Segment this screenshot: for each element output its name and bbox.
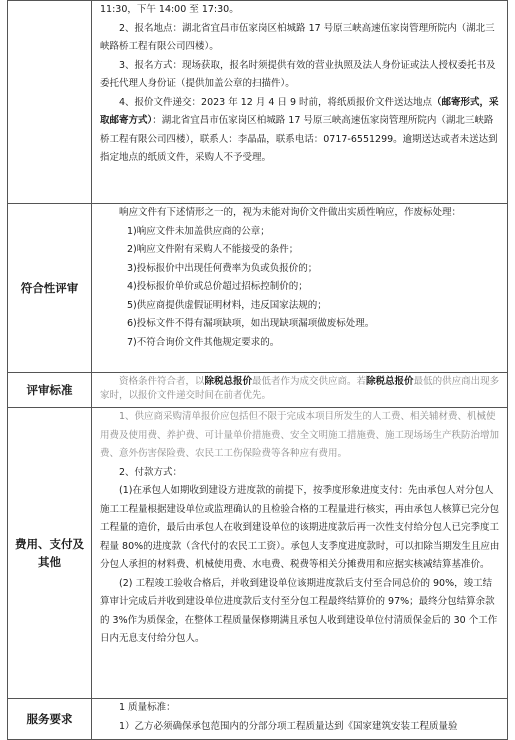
fees-label-line1: 费用、支付及 bbox=[15, 537, 84, 551]
payment-clause-1: (1)在承包人如期收到建设方进度款的前提下，按季度形象进度支付：先由承包人对分包人施工工程量根据建设单位或监理确认的且检验合格的工程量进行核实，再由承包人核算已完分包工程量的造价，最后由承包人在收到建设单位的该期进度款后再一次性支付给分包人已完季度工程量 80%的进度款（含代付的农民工工资）。承包人支季度进度款时，可以扣除当期发生且应由分包人承担的材料费、机械使用费、水电费、税费等相关分摊费用和应据实核减结算基准价。 bbox=[100, 485, 500, 570]
submission-text-a: 4、报价文件递交：2023 年 12 月 4 日 9 时前，将纸质报价文件送达地点 bbox=[119, 96, 433, 108]
payment-heading: 2、付款方式： bbox=[119, 466, 183, 478]
compliance-label: 符合性评审 bbox=[8, 204, 92, 373]
compliance-item: 1)响应文件未加盖供应商的公章； bbox=[127, 225, 270, 237]
quality-clause: 1）乙方必须确保承包范围内的分部分项工程质量达到《国家建筑安装工程质量验 bbox=[119, 720, 458, 732]
time-line: 11:30，下午 14:00 至 17:30。 bbox=[100, 4, 239, 15]
procurement-table bbox=[7, 0, 508, 740]
registration-method: 3、报名方式：现场获取，报名时须提供有效的营业执照及法人身份证或法人授权委托书及委托代理人身份证（提供加盖公章的扫描件）。 bbox=[100, 59, 496, 89]
compliance-item: 4)投标报价单价或总价超过招标控制价的； bbox=[127, 281, 308, 292]
fees-label-line2: 其他 bbox=[38, 555, 61, 569]
fees-row bbox=[8, 408, 508, 699]
submission-text-bold: （邮寄形式，采取邮寄方式） bbox=[100, 96, 499, 126]
standard-row bbox=[8, 373, 508, 408]
compliance-item: 5)供应商提供虚假证明材料，违反国家法规的； bbox=[127, 299, 327, 311]
standard-label: 评审标准 bbox=[8, 373, 92, 408]
payment-clause-2: (2) 工程竣工验收合格后，并收到建设单位该期进度款后支付至合同总价的 90%，竣工结算审计完成后并收到建设单位进度款后支付至分包工程最终结算价的 97%；最终分包结算余款的 3%作为质保金，在整体工程质量保修期满且承包人收到建设单位付清质保金后的 30 个工作日内无息支付给分包人。 bbox=[100, 577, 498, 644]
compliance-intro: 响应文件有下述情形之一的，视为未能对询价文件做出实质性响应，作废标处理： bbox=[119, 207, 462, 218]
quality-heading: 1 质量标准： bbox=[119, 702, 176, 713]
compliance-row bbox=[8, 204, 508, 373]
compliance-item: 2)响应文件附有采购人不能接受的条件； bbox=[127, 244, 299, 255]
submission-text-b: ：湖北省宜昌市伍家岗区柏城路 17 号原三峡高速伍家岗管理所院内（湖北三峡路桥工程有限公司四楼），联系人：李晶晶，联系电话：0717-6551299。逾期送达或者未送达到指定地点的纸质文件，采购人不予受理。 bbox=[100, 115, 498, 163]
standard-text-b: 最低者作为成交供应商。若 bbox=[252, 376, 367, 387]
registration-label-cell bbox=[8, 1, 92, 204]
compliance-item: 3)投标报价中出现任何费率为负或负报价的； bbox=[127, 262, 318, 274]
compliance-item: 7)不符合询价文件其他规定要求的。 bbox=[127, 336, 280, 348]
standard-text-bold2: 除税总报价 bbox=[366, 376, 414, 387]
service-content bbox=[92, 699, 508, 740]
standard-text-a: 资格条件符合者，以 bbox=[119, 376, 205, 387]
compliance-item: 6)投标文件不得有漏项缺项，如出现缺项漏项做废标处理。 bbox=[127, 318, 375, 329]
fees-content bbox=[92, 408, 508, 699]
standard-content bbox=[92, 373, 508, 408]
service-row bbox=[8, 699, 508, 740]
compliance-content bbox=[92, 204, 508, 373]
standard-text bbox=[100, 375, 501, 403]
fees-scope: 1、供应商采购清单报价应包括但不限于完成本项目所发生的人工费、相关辅材费、机械使用费及使用费、养护费、可计量单价措施费、安全文明施工措施费、施工现场场生产秩防治增加费、意外伤害保险费、农民工工伤保险费等各种应有费用。 bbox=[100, 411, 500, 459]
registration-row bbox=[8, 1, 508, 204]
registration-location: 2、报名地点：湖北省宜昌市伍家岗区柏城路 17 号原三峡高速伍家岗管理所院内（湖北三峡路桥工程有限公司四楼）。 bbox=[100, 22, 495, 52]
standard-text-bold1: 除税总报价 bbox=[204, 376, 253, 387]
submission-info bbox=[100, 94, 501, 168]
registration-content bbox=[92, 1, 508, 204]
service-label: 服务要求 bbox=[8, 699, 92, 740]
standard-text-c: 最低的供应商出现多家时，以报价文件递交时间在前者优先。 bbox=[100, 376, 500, 401]
fees-label bbox=[8, 408, 92, 699]
